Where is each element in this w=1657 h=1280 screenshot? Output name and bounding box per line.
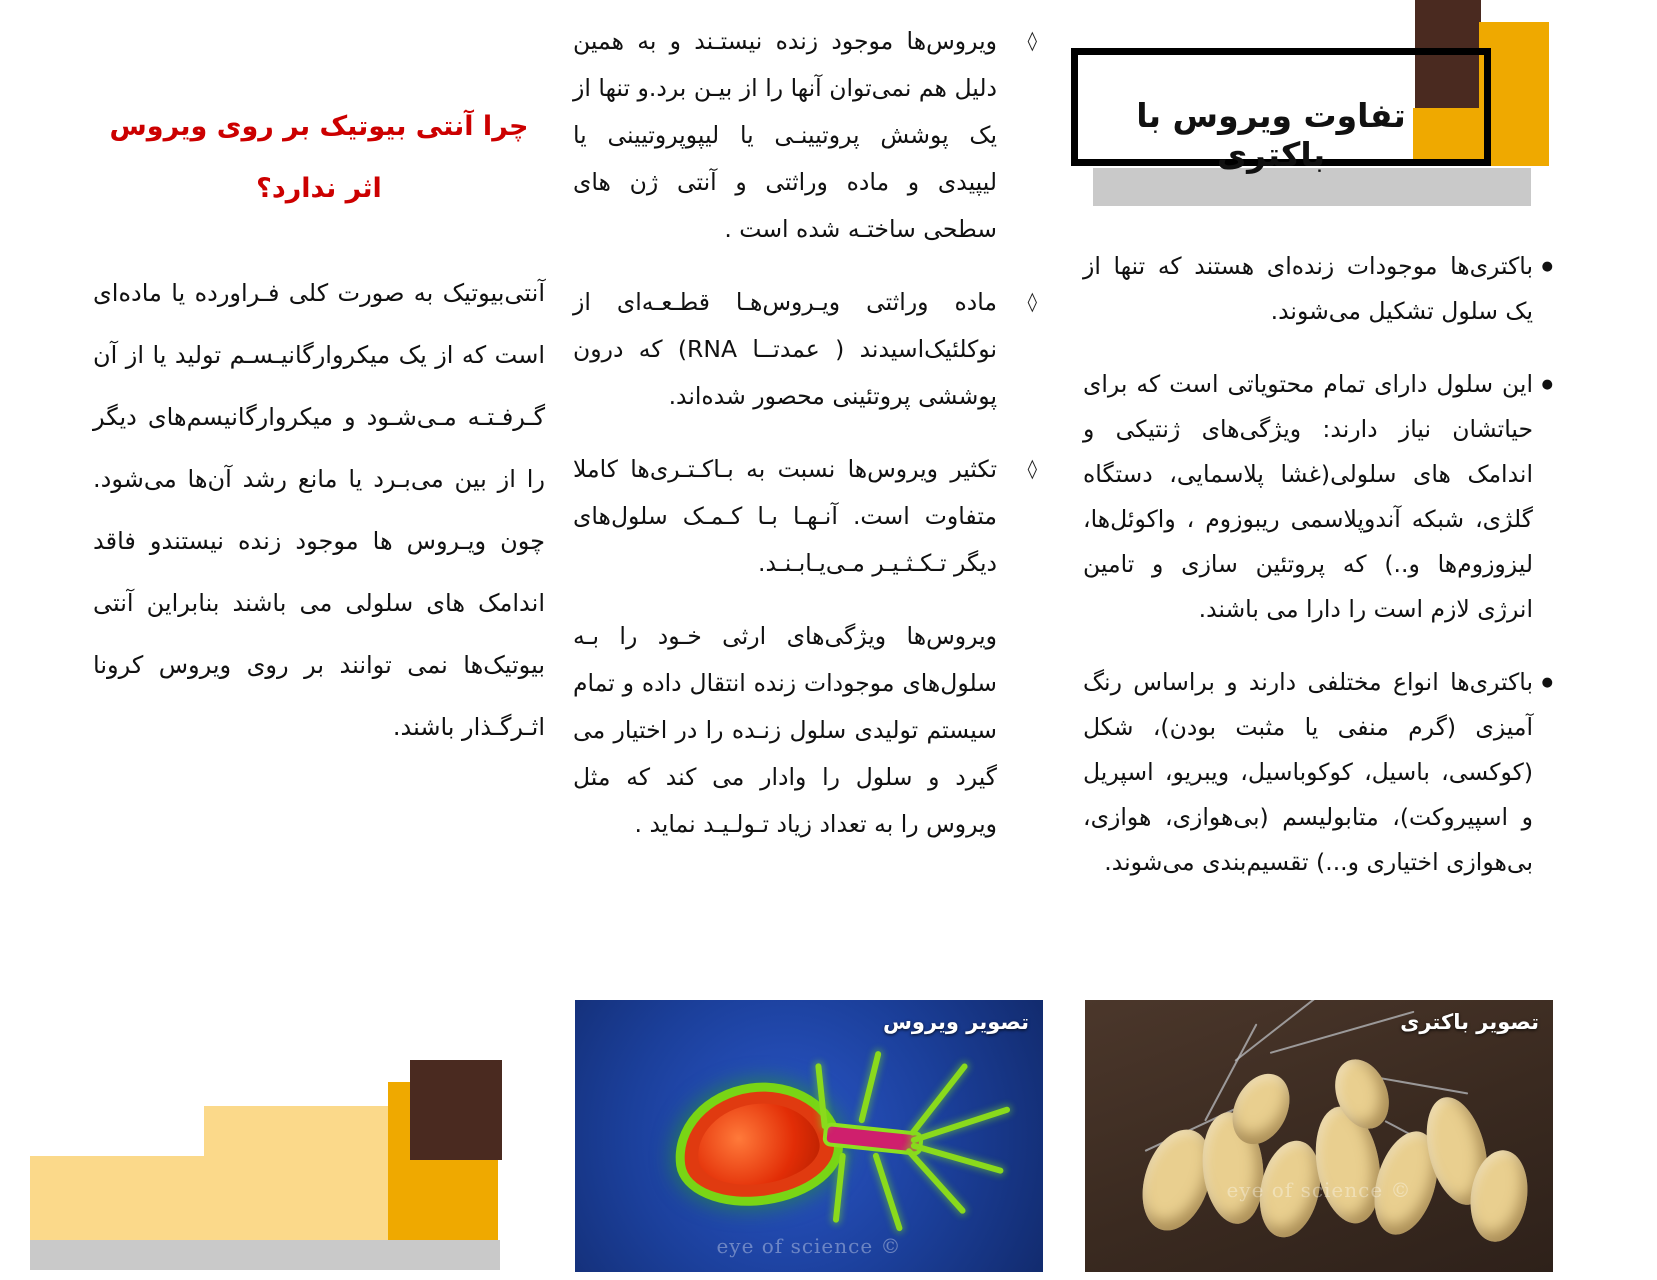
virus-image-watermark: © eye of science — [716, 1234, 902, 1258]
bacteria-bullet-list — [1083, 244, 1553, 885]
virus-image-caption: تصویر ویروس — [882, 1010, 1029, 1034]
list-item: ◊ ویروس‌ها موجود زنده نیستـند و به همین دلیل هم نمی‌توان آنها را از بیـن برد.و تنها از یک پوشش پروتیینـی یا لیپوپروتیینی یا لیپیدی و ماده وراثتی و آنتی ژن های سطحی ساختـه شده است . — [573, 18, 1043, 253]
list-item: ◊ ماده وراثتی ویـروس‌هـا قطـعـه‌ای از نوکلئیک‌اسیدند ( عمدتــا RNA) که درون پوششی پروتئینی محصور شده‌اند. — [573, 279, 1043, 420]
list-item: ● این سلول دارای تمام محتویاتی است که برای حیاتشان نیاز دارند: ویژگی‌های ژنتیکی و اندامک های سلولی(غشا پلاسمایی، دستگاه گلژی، شبکه آندوپلاسمی ریبوزوم ، واکوئل‌ها، لیزوزوم‌ها و..) که پروتئین سازی و تامین انرژی لازم است را دارا می باشند. — [1083, 362, 1553, 632]
list-item: ◊ تکثیر ویروس‌ها نسبت به بـاکـتـری‌ها کاملا متفاوت است. آنـهـا بـا کـمـک سلول‌های دیگر تـکـثـیـر مـی‌یـابـنـد. — [573, 446, 1043, 587]
decoration-gray-bar-bottom — [30, 1240, 500, 1270]
bacteria-image-watermark: © eye of science — [1226, 1178, 1412, 1202]
list-item: ● باکتری‌ها موجودات زنده‌ای هستند که تنها از یک سلول تشکیل می‌شوند. — [1083, 244, 1553, 334]
virus-photo — [575, 1000, 1043, 1272]
antibiotic-column — [89, 96, 549, 758]
antibiotic-body-text: آنتی‌بیوتیک به صورت کلی فـراورده یا ماده‌ای است که از یک میکروارگانیـسـم تولید یا از آن گـرفـتـه مـی‌شـود و میکروارگانیسم‌های دیگر را از بین می‌بـرد یا مانع رشد آن‌ها می‌شود. چون ویـروس ها موجود زنده نیستندو فاقد اندامک های سلولی می باشند بنابراین آنتی بیوتیک‌ها نمی توانند بر روی ویروس کرونا اثـرگـذار باشند. — [93, 279, 545, 741]
page-title: تفاوت ویروس با باکتری — [1136, 96, 1406, 174]
bacteria-photo — [1085, 1000, 1553, 1272]
decoration-brown-block-bottom — [410, 1060, 502, 1160]
bacteria-column — [1083, 244, 1553, 913]
decoration-pale-block-bottom-2 — [204, 1106, 390, 1240]
list-item: ● باکتری‌ها انواع مختلفی دارند و براساس رنگ آمیزی (گرم منفی یا مثبت بودن)، شکل (کوکسی، باسیل، کوکوباسیل، ویبریو، اسپریل و اسپیروکت)، متابولیسم (بی‌هوازی، هوازی، بی‌هوازی اختیاری و...) تقسیم‌بندی می‌شوند. — [1083, 660, 1553, 885]
virus-column — [573, 18, 1043, 874]
antibiotic-heading: چرا آنتی بیوتیک بر روی ویروس اثر ندارد؟ — [109, 111, 529, 204]
virus-bullet-list — [573, 18, 1043, 848]
list-item-continuation: ویروس‌ها ویژگی‌های ارثی خـود را بـه سلول‌های موجودات زنده انتقال داده و تمام سیستم تولیدی سلول زنـده را در اختیار می گیرد و سلول را وادار می کند که مثل ویروس را به تعداد زیاد تـولـیـد نماید . — [573, 622, 997, 838]
bacteria-image-caption: تصویر باکتری — [1400, 1010, 1539, 1034]
